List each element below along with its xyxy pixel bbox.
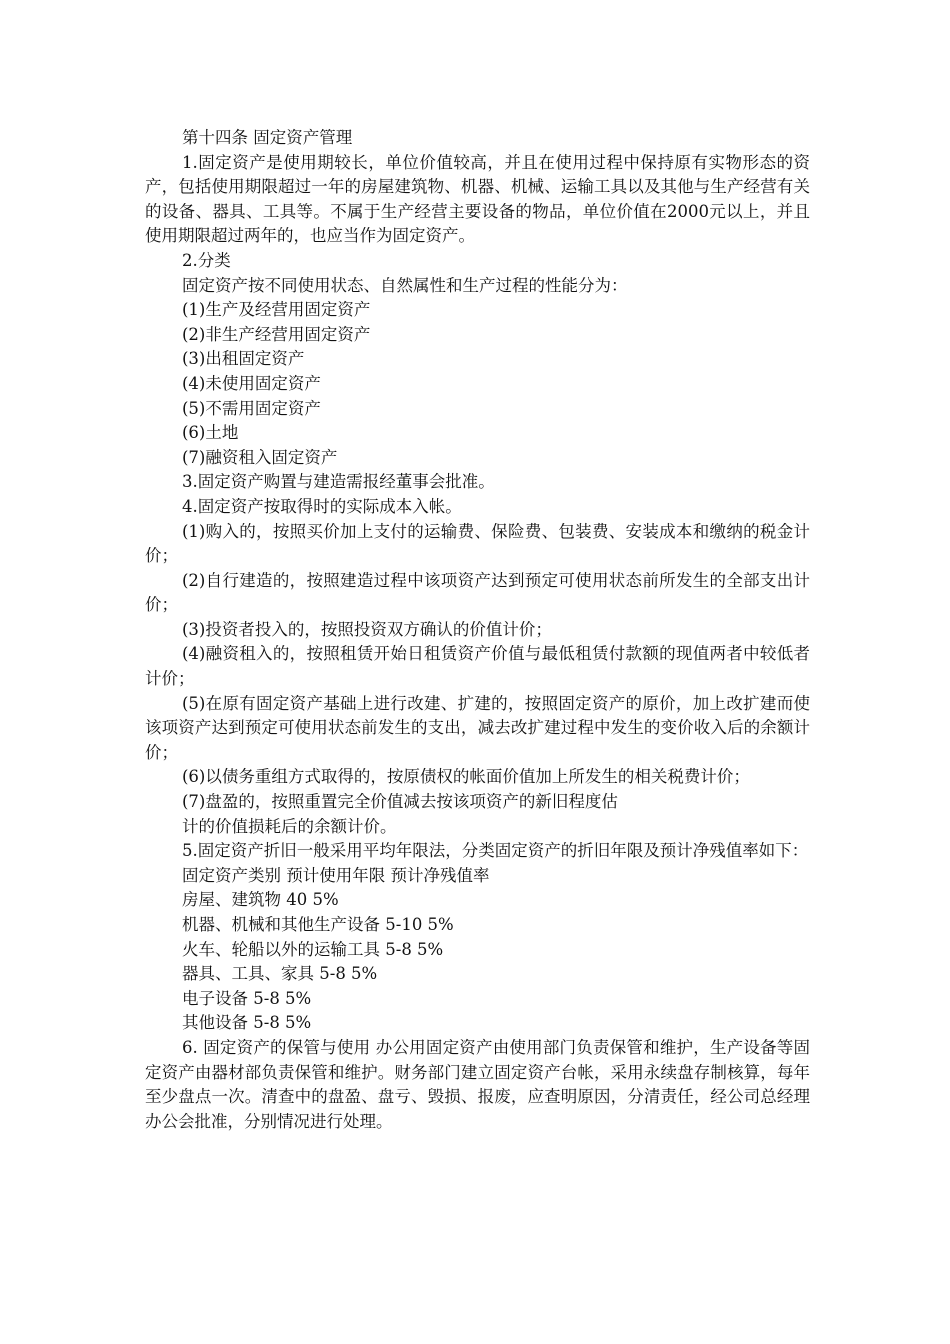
list-item: (2)自行建造的，按照建造过程中该项资产达到预定可使用状态前所发生的全部支出计价；	[145, 570, 810, 615]
list-item: (3)投资者投入的，按照投资双方确认的价值计价；	[182, 619, 552, 639]
paragraph-depreciation: 5.固定资产折旧一般采用平均年限法，分类固定资产的折旧年限及预计净残值率如下：	[182, 841, 809, 861]
list-item: (7)盘盈的，按照重置完全价值减去按该项资产的新旧程度估	[182, 792, 618, 812]
list-item-continuation: 计的价值损耗后的余额计价。	[182, 816, 397, 836]
list-item: (4)融资租入的，按照租赁开始日租赁资产价值与最低租赁付款额的现值两者中较低者计价；	[145, 644, 810, 689]
paragraph-purchase-approval: 3.固定资产购置与建造需报经董事会批准。	[182, 472, 495, 492]
list-item: (7)融资租入固定资产	[182, 447, 338, 467]
paragraph-custody: 6. 固定资产的保管与使用 办公用固定资产由使用部门负责保管和维护，生产设备等固定资产由器材部负责保管和维护。财务部门建立固定资产台帐，采用永续盘存制核算，每年至少盘点一次。清查中的盘盈、盘亏、毁损、报废，应查明原因，分清责任，经公司总经理办公会批准，分别情况进行处理。	[145, 1037, 810, 1131]
list-item: (6)土地	[182, 423, 239, 443]
list-item: (2)非生产经营用固定资产	[182, 324, 371, 344]
list-item: (6)以债务重组方式取得的，按原债权的帐面价值加上所发生的相关税费计价；	[182, 767, 750, 787]
paragraph-definition: 1.固定资产是使用期较长，单位价值较高，并且在使用过程中保持原有实物形态的资产，包括使用期限超过一年的房屋建筑物、机器、机械、运输工具以及其他与生产经营有关的设备、器具、工具等。不属于生产经营主要设备的物品，单位价值在2000元以上，并且使用期限超过两年的，也应当作为固定资产。	[145, 152, 810, 246]
list-item: (1)生产及经营用固定资产	[182, 300, 371, 320]
section-classification: 2.分类	[182, 250, 231, 270]
classification-intro: 固定资产按不同使用状态、自然属性和生产过程的性能分为：	[182, 275, 628, 295]
depreciation-table-row: 电子设备 5-8 5%	[182, 988, 312, 1008]
depreciation-table-row: 火车、轮船以外的运输工具 5-8 5%	[182, 939, 444, 959]
list-item: (3)出租固定资产	[182, 349, 305, 369]
depreciation-table-row: 房屋、建筑物 40 5%	[182, 890, 339, 910]
depreciation-table-header: 固定资产类别 预计使用年限 预计净残值率	[182, 865, 490, 885]
list-item: (5)在原有固定资产基础上进行改建、扩建的，按照固定资产的原价，加上改扩建而使该项资产达到预定可使用状态前发生的支出，减去改扩建过程中发生的变价收入后的余额计价；	[145, 693, 810, 762]
list-item: (5)不需用固定资产	[182, 398, 321, 418]
depreciation-table-row: 其他设备 5-8 5%	[182, 1013, 312, 1033]
depreciation-table-row: 器具、工具、家具 5-8 5%	[182, 964, 378, 984]
depreciation-table-row: 机器、机械和其他生产设备 5-10 5%	[182, 915, 454, 934]
list-item: (4)未使用固定资产	[182, 373, 321, 393]
document-body	[145, 126, 810, 1134]
paragraph-cost-basis: 4.固定资产按取得时的实际成本入帐。	[182, 496, 462, 516]
list-item: (1)购入的，按照买价加上支付的运输费、保险费、包装费、安装成本和缴纳的税金计价；	[145, 521, 810, 566]
article-heading: 第十四条 固定资产管理	[182, 128, 353, 147]
